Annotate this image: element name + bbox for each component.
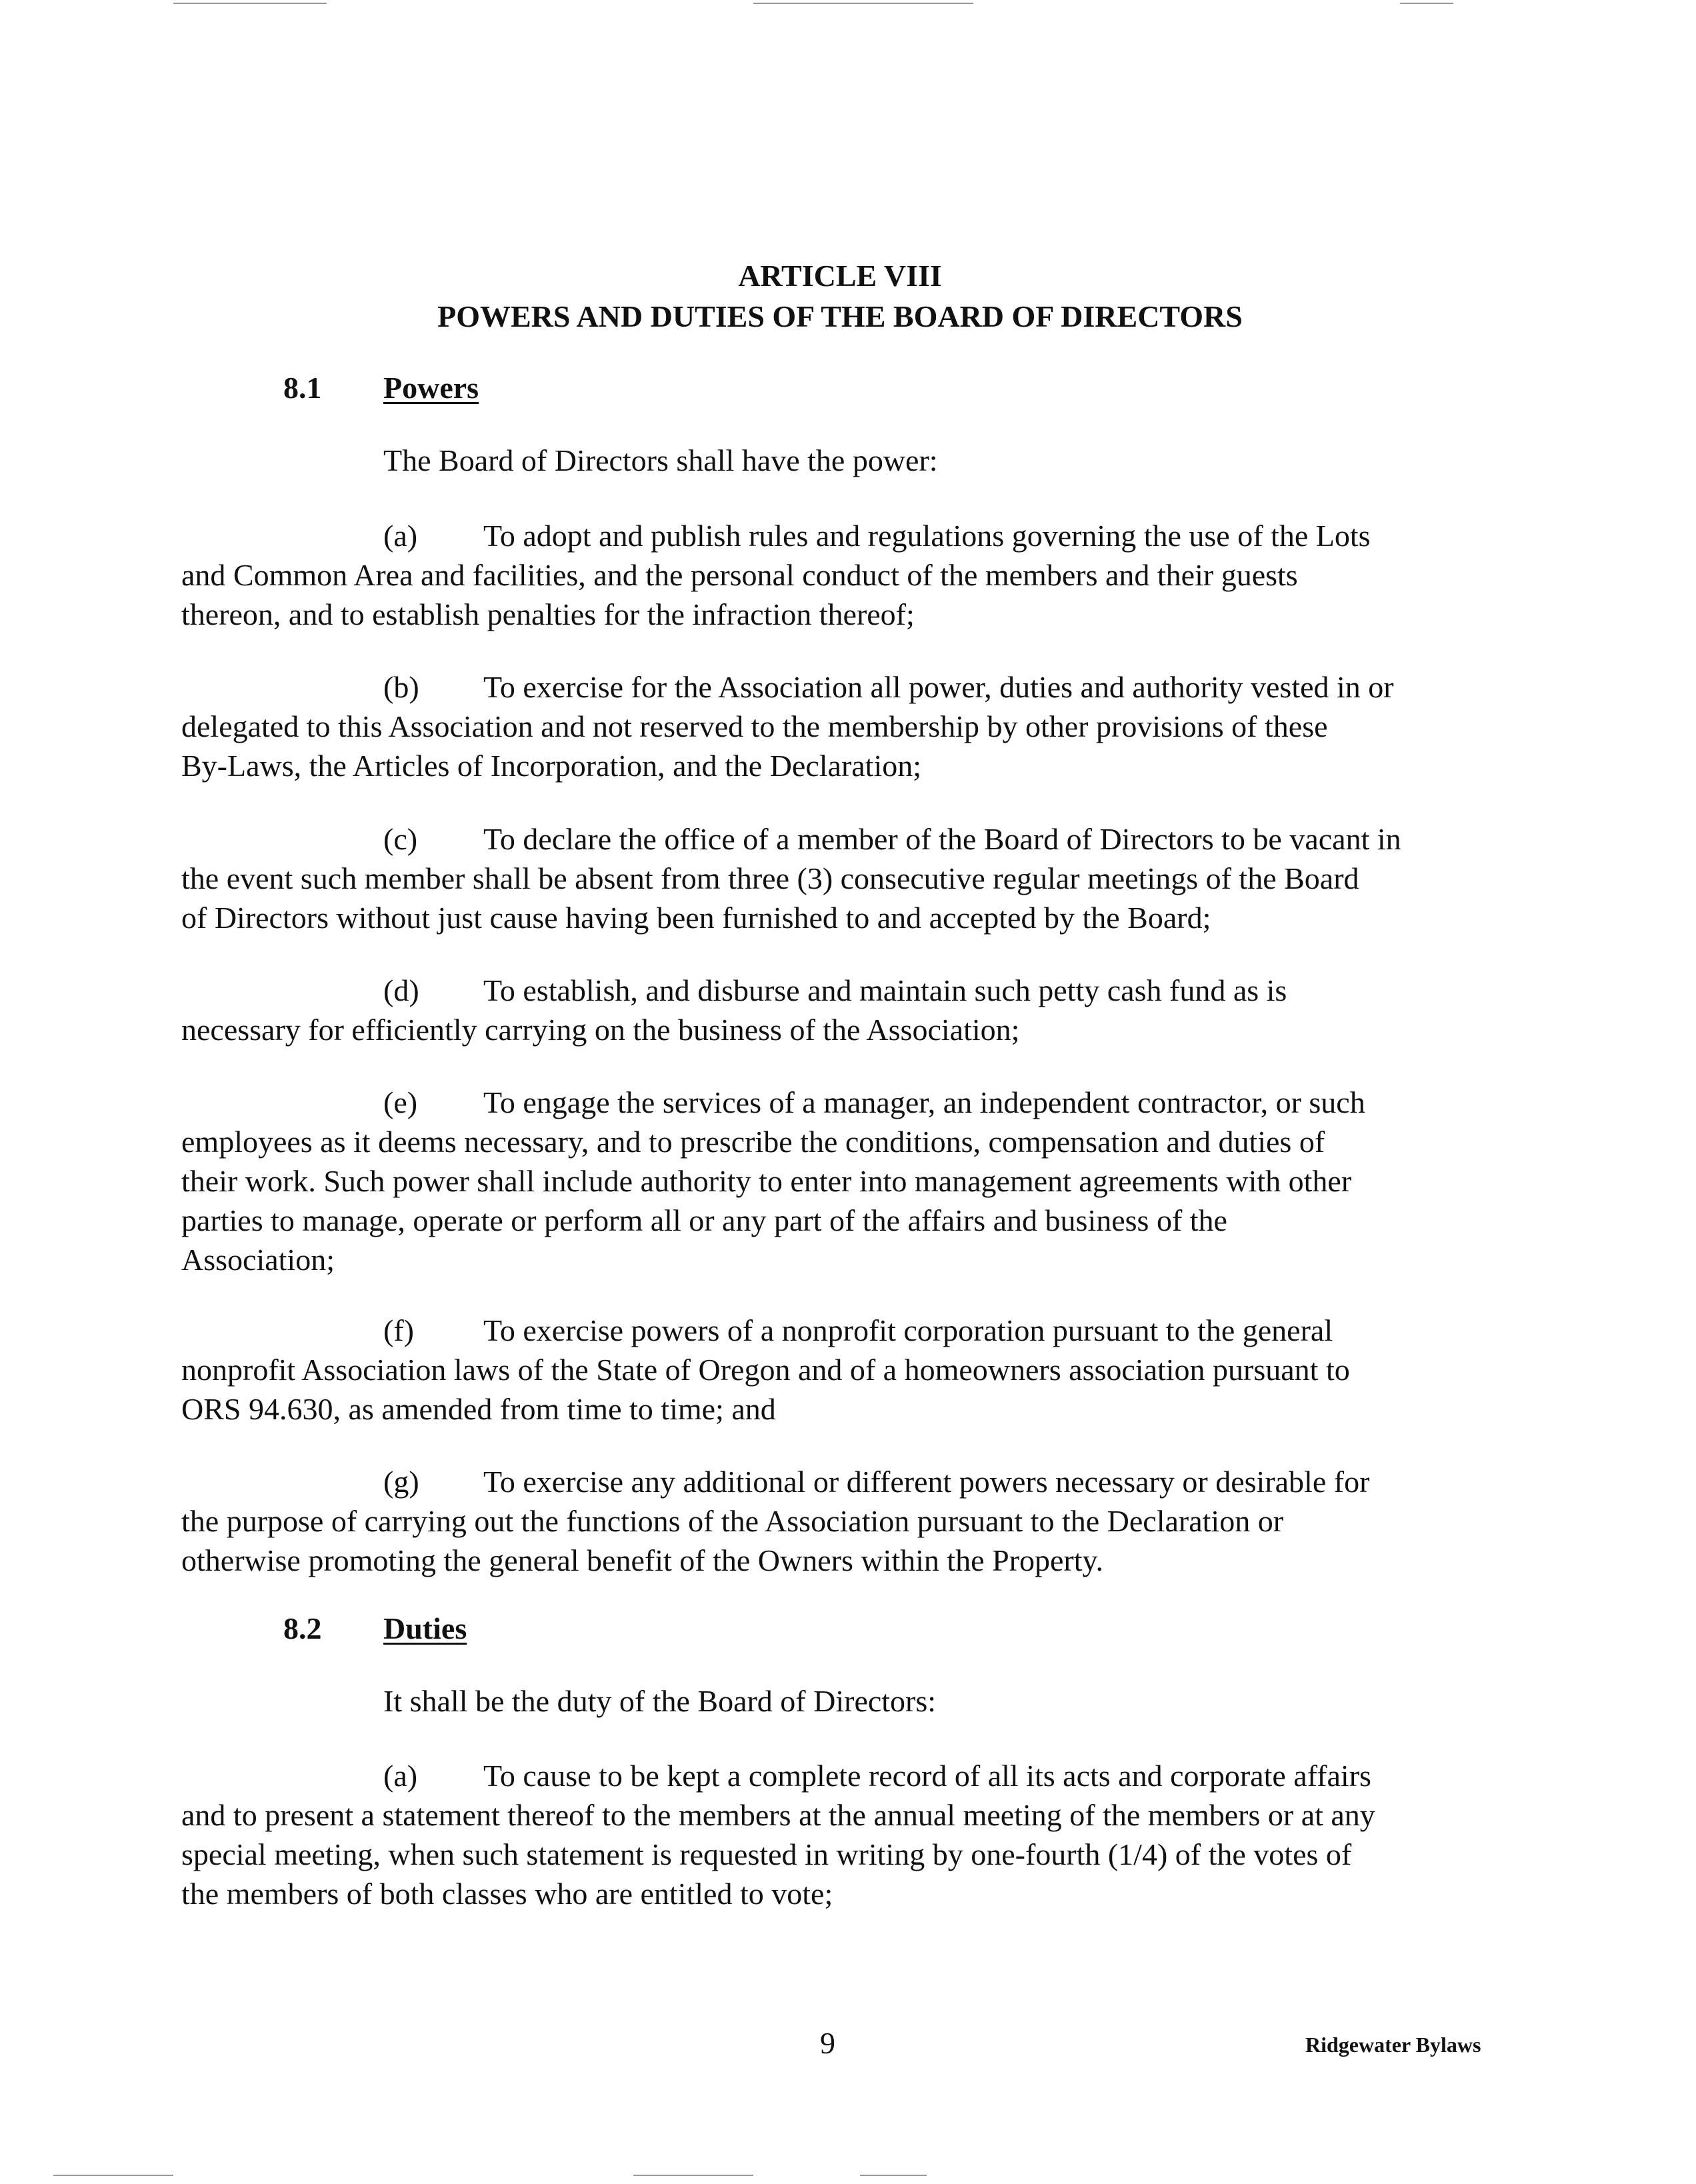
paragraph-line: delegated to this Association and not reserved to the membership by other provisions of these	[181, 709, 1328, 743]
item-marker: (c)	[383, 822, 418, 856]
paragraph-line: (g) To exercise any additional or different powers necessary or desirable for	[181, 1462, 1488, 1501]
paragraph-b	[181, 667, 1488, 785]
paragraph-d	[181, 971, 1488, 1049]
scan-artifact-top	[753, 3, 973, 4]
document-name: Ridgewater Bylaws	[1305, 2033, 1481, 2057]
scan-artifact-top	[173, 3, 327, 4]
paragraph-line: (d) To establish, and disburse and maintain such petty cash fund as is	[181, 971, 1488, 1010]
paragraph-line: the purpose of carrying out the functions of the Association pursuant to the Declaration or	[181, 1504, 1284, 1538]
paragraph-line: necessary for efficiently carrying on the business of the Association;	[181, 1013, 1020, 1047]
section-number: 8.1	[283, 371, 322, 405]
paragraph-c	[181, 819, 1488, 937]
item-marker: (a)	[383, 519, 418, 553]
paragraph-line: the event such member shall be absent from three (3) consecutive regular meetings of the Board	[181, 861, 1359, 895]
item-marker: (f)	[383, 1313, 414, 1347]
paragraph-f	[181, 1311, 1488, 1429]
article-title: POWERS AND DUTIES OF THE BOARD OF DIRECTORS	[437, 299, 1243, 333]
paragraph-line: (e) To engage the services of a manager, an independent contractor, or such	[181, 1083, 1488, 1122]
paragraph-e	[181, 1083, 1488, 1279]
paragraph-line: (c) To declare the office of a member of the Board of Directors to be vacant in	[181, 819, 1488, 859]
paragraph-line: otherwise promoting the general benefit of the Owners within the Property.	[181, 1543, 1104, 1577]
item-marker: (b)	[383, 670, 419, 704]
paragraph-g	[181, 1462, 1488, 1580]
scan-artifact-bottom	[633, 2175, 753, 2176]
paragraph-line: their work. Such power shall include authority to enter into management agreements with other	[181, 1164, 1352, 1198]
paragraph-line: parties to manage, operate or perform all or any part of the affairs and business of the	[181, 1203, 1227, 1237]
paragraph-line: ORS 94.630, as amended from time to time; and	[181, 1392, 776, 1426]
paragraph-line: and to present a statement thereof to the members at the annual meeting of the members or at any	[181, 1798, 1375, 1832]
paragraph-line: special meeting, when such statement is requested in writing by one-fourth (1/4) of the votes of	[181, 1837, 1352, 1871]
paragraph-line: employees as it deems necessary, and to prescribe the conditions, compensation and duties of	[181, 1125, 1325, 1159]
item-marker: (e)	[383, 1085, 418, 1119]
section-title: Duties	[383, 1611, 467, 1645]
paragraph-line: thereon, and to establish penalties for the infraction thereof;	[181, 597, 915, 631]
section-number: 8.2	[283, 1611, 322, 1645]
paragraph-line: (f) To exercise powers of a nonprofit corporation pursuant to the general	[181, 1311, 1488, 1350]
paragraph-line: Association;	[181, 1243, 335, 1277]
item-marker: (a)	[383, 1759, 418, 1793]
paragraph-line: By-Laws, the Articles of Incorporation, and the Declaration;	[181, 749, 922, 783]
item-marker: (g)	[383, 1465, 419, 1499]
article-number: ARTICLE VIII	[738, 259, 942, 293]
page-number: 9	[820, 2026, 835, 2060]
paragraph-line: (a) To cause to be kept a complete record of all its acts and corporate affairs	[181, 1756, 1488, 1795]
paragraph-line: of Directors without just cause having been furnished to and accepted by the Board;	[181, 901, 1211, 935]
paragraph-a	[181, 516, 1488, 634]
paragraph-line: the members of both classes who are entitled to vote;	[181, 1877, 833, 1911]
paragraph-line: nonprofit Association laws of the State of Oregon and of a homeowners association pursuant to	[181, 1353, 1350, 1387]
paragraph-line: and Common Area and facilities, and the personal conduct of the members and their guests	[181, 558, 1298, 592]
scan-artifact-bottom	[860, 2175, 927, 2176]
paragraph-duty-a	[181, 1756, 1488, 1913]
paragraph-line: (a) To adopt and publish rules and regulations governing the use of the Lots	[181, 516, 1488, 555]
section-intro: It shall be the duty of the Board of Directors:	[383, 1684, 937, 1718]
scan-artifact-bottom	[53, 2175, 173, 2176]
section-intro: The Board of Directors shall have the power:	[383, 443, 938, 477]
item-marker: (d)	[383, 973, 419, 1007]
scan-artifact-top	[1400, 3, 1453, 4]
paragraph-line: (b) To exercise for the Association all power, duties and authority vested in or	[181, 667, 1488, 707]
section-title: Powers	[383, 371, 479, 405]
